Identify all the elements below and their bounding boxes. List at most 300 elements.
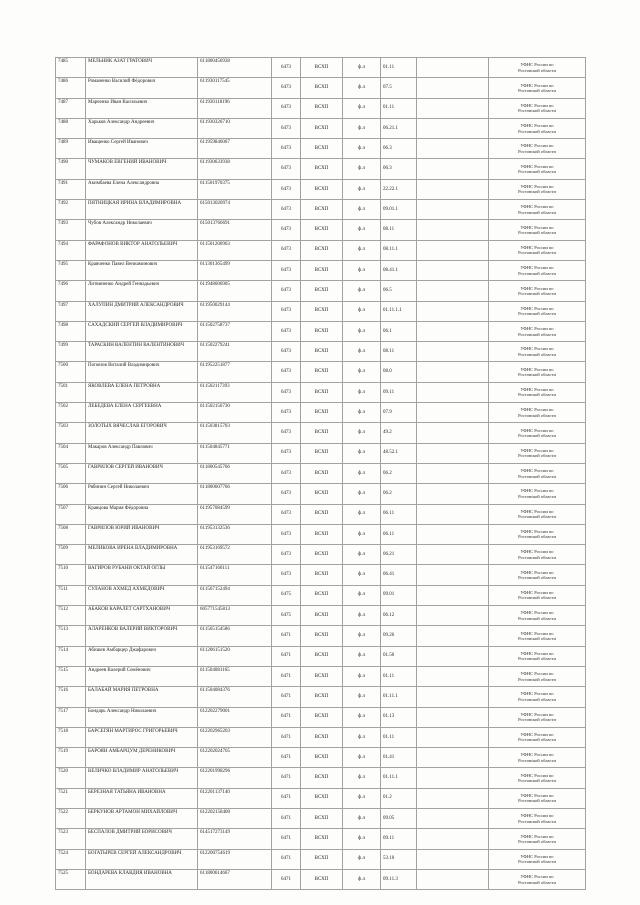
cell-office-code: 6471 bbox=[272, 666, 301, 686]
cell-inn: 612202024765 bbox=[198, 748, 272, 768]
table-row bbox=[56, 504, 586, 524]
cell-row-number: 7492 bbox=[56, 200, 86, 220]
cell-activity-code: 01.2 bbox=[381, 788, 417, 808]
tax-authority-line2: Ростовской области bbox=[518, 351, 556, 357]
cell-person-name: Абишев Амбарцер Джафарович bbox=[86, 646, 198, 666]
cell-person-type: ф.л bbox=[343, 260, 381, 280]
cell-row-number: 7488 bbox=[56, 118, 86, 138]
table-row bbox=[56, 403, 586, 423]
cell-row-number: 7515 bbox=[56, 666, 86, 686]
cell-tax-authority bbox=[489, 687, 586, 707]
tax-authority-line2: Ростовской области bbox=[518, 473, 556, 479]
cell-row-number: 7506 bbox=[56, 484, 86, 504]
table-row bbox=[56, 788, 586, 808]
tax-authority-line2: Ростовской области bbox=[518, 818, 556, 824]
cell-activity-code: 06.21.1 bbox=[381, 118, 417, 138]
cell-form-code: ВСХП bbox=[301, 768, 343, 788]
cell-office-code: 6473 bbox=[272, 281, 301, 301]
cell-tax-authority bbox=[489, 139, 586, 159]
tax-authority-line1: УФНС России по bbox=[520, 752, 554, 758]
cell-inn: 612201998296 bbox=[198, 768, 272, 788]
cell-activity-code: 09.26 bbox=[381, 626, 417, 646]
cell-inn: 611503815703 bbox=[198, 423, 272, 443]
cell-office-code: 6473 bbox=[272, 220, 301, 240]
cell-office-code: 6471 bbox=[272, 849, 301, 869]
cell-row-number: 7495 bbox=[56, 260, 86, 280]
cell-form-code: ВСХП bbox=[301, 98, 343, 118]
tax-authority-line2: Ростовской области bbox=[518, 717, 556, 723]
cell-form-code: ВСХП bbox=[301, 545, 343, 565]
cell-inn: 611567152494 bbox=[198, 585, 272, 605]
cell-empty bbox=[417, 768, 489, 788]
cell-person-name: Рябинин Сергей Николаевич bbox=[86, 484, 198, 504]
cell-office-code: 6473 bbox=[272, 423, 301, 443]
cell-activity-code: 01.11 bbox=[381, 98, 417, 118]
cell-form-code: ВСХП bbox=[301, 869, 343, 889]
cell-person-type: ф.л bbox=[343, 362, 381, 382]
cell-person-type: ф.л bbox=[343, 545, 381, 565]
cell-person-type: ф.л bbox=[343, 220, 381, 240]
tax-authority-line1: УФНС России по bbox=[520, 833, 554, 839]
cell-empty bbox=[417, 321, 489, 341]
cell-empty bbox=[417, 524, 489, 544]
cell-person-name: ЯКОВЛЕВА ЕЛЕНА ПЕТРОВНА bbox=[86, 382, 198, 402]
cell-form-code: ВСХП bbox=[301, 829, 343, 849]
cell-row-number: 7496 bbox=[56, 281, 86, 301]
tax-authority-line2: Ростовской области bbox=[518, 534, 556, 540]
cell-person-name: Макаров Александр Павлович bbox=[86, 443, 198, 463]
cell-person-name: ГАВРИЛОВ СЕРГЕЙ ИВАНОВИЧ bbox=[86, 463, 198, 483]
cell-person-type: ф.л bbox=[343, 240, 381, 260]
tax-authority-line1: УФНС России по bbox=[520, 630, 554, 636]
cell-tax-authority bbox=[489, 545, 586, 565]
tax-authority-line1: УФНС России по bbox=[520, 366, 554, 372]
cell-inn: 611504084376 bbox=[198, 687, 272, 707]
cell-office-code: 6473 bbox=[272, 260, 301, 280]
cell-form-code: ВСХП bbox=[301, 687, 343, 707]
cell-row-number: 7522 bbox=[56, 808, 86, 828]
tax-authority-line2: Ростовской области bbox=[518, 615, 556, 621]
cell-tax-authority bbox=[489, 159, 586, 179]
table-row bbox=[56, 139, 586, 159]
cell-inn: 611565154586 bbox=[198, 626, 272, 646]
tax-authority-line2: Ростовской области bbox=[518, 656, 556, 662]
table-row bbox=[56, 565, 586, 585]
cell-activity-code: 06.11 bbox=[381, 504, 417, 524]
cell-row-number: 7498 bbox=[56, 321, 86, 341]
tax-authority-line2: Ростовской области bbox=[518, 757, 556, 763]
cell-person-name: ЛЕБЕДЕВА ЕЛЕНА СЕРГЕЕВНА bbox=[86, 403, 198, 423]
table-row bbox=[56, 748, 586, 768]
cell-activity-code: 08.11 bbox=[381, 342, 417, 362]
cell-tax-authority bbox=[489, 58, 586, 78]
cell-person-name: Марченко Иван Васильевич bbox=[86, 98, 198, 118]
cell-person-type: ф.л bbox=[343, 565, 381, 585]
cell-person-type: ф.л bbox=[343, 626, 381, 646]
cell-empty bbox=[417, 687, 489, 707]
cell-empty bbox=[417, 240, 489, 260]
cell-activity-code: 53.10 bbox=[381, 849, 417, 869]
table-row bbox=[56, 281, 586, 301]
cell-person-name: БАРСЕГЯН МАРТИРОС ГРИГОРЬЕВИЧ bbox=[86, 727, 198, 747]
cell-tax-authority bbox=[489, 504, 586, 524]
cell-row-number: 7510 bbox=[56, 565, 86, 585]
cell-activity-code: 48.52.1 bbox=[381, 443, 417, 463]
table-row bbox=[56, 768, 586, 788]
cell-inn: 611502758737 bbox=[198, 321, 272, 341]
cell-office-code: 6471 bbox=[272, 687, 301, 707]
cell-person-type: ф.л bbox=[343, 98, 381, 118]
cell-person-name: ФАРАФОНОВ ВИКТОР АНАТОЛЬЕВИЧ bbox=[86, 240, 198, 260]
tax-authority-line2: Ростовской области bbox=[518, 148, 556, 154]
cell-office-code: 6473 bbox=[272, 362, 301, 382]
cell-person-name: ВЕЛИЧКО ВЛАДИМИР АНАТОЛЬЕВИЧ bbox=[86, 768, 198, 788]
cell-person-name: АЛАРЕНКОВ ВАЛЕРИЙ ВИКТОРОВИЧ bbox=[86, 626, 198, 646]
cell-person-type: ф.л bbox=[343, 727, 381, 747]
cell-form-code: ВСХП bbox=[301, 260, 343, 280]
cell-form-code: ВСХП bbox=[301, 139, 343, 159]
cell-office-code: 6473 bbox=[272, 179, 301, 199]
cell-tax-authority bbox=[489, 260, 586, 280]
cell-person-name: АБАКОВ КАРАЛЕТ САРТХАНОВИЧ bbox=[86, 606, 198, 626]
cell-empty bbox=[417, 301, 489, 321]
cell-row-number: 7519 bbox=[56, 748, 86, 768]
cell-activity-code: 01.50 bbox=[381, 646, 417, 666]
tax-authority-line1: УФНС России по bbox=[520, 447, 554, 453]
cell-activity-code: 06.3 bbox=[381, 139, 417, 159]
cell-row-number: 7489 bbox=[56, 139, 86, 159]
cell-office-code: 6473 bbox=[272, 545, 301, 565]
tax-authority-line1: УФНС России по bbox=[520, 224, 554, 230]
cell-person-type: ф.л bbox=[343, 200, 381, 220]
cell-person-name: ПЯТНИЦКАЯ ИРИНА ВЛАДИМИРОВНА bbox=[86, 200, 198, 220]
cell-person-name: САХАДСКИЙ СЕРГЕЙ ВЛАДИМИРОВИЧ bbox=[86, 321, 198, 341]
cell-form-code: ВСХП bbox=[301, 666, 343, 686]
cell-form-code: ВСХП bbox=[301, 403, 343, 423]
tax-authority-line2: Ростовской области bbox=[518, 595, 556, 601]
cell-tax-authority bbox=[489, 646, 586, 666]
table-row bbox=[56, 545, 586, 565]
cell-person-type: ф.л bbox=[343, 321, 381, 341]
tax-authority-line1: УФНС России по bbox=[520, 163, 554, 169]
cell-inn: 611504845771 bbox=[198, 443, 272, 463]
tax-authority-line2: Ростовской области bbox=[518, 514, 556, 520]
cell-person-name: Кравцова Мария Фёдоровна bbox=[86, 504, 198, 524]
table-row bbox=[56, 301, 586, 321]
tax-authority-line2: Ростовской области bbox=[518, 169, 556, 175]
tax-authority-line2: Ростовской области bbox=[518, 270, 556, 276]
cell-person-type: ф.л bbox=[343, 768, 381, 788]
cell-person-name: ВАГИРОВ РУБАНИ ОКТАЙ ОГЛЫ bbox=[86, 565, 198, 585]
cell-person-name: Иващенко Сергей Иванович bbox=[86, 139, 198, 159]
tax-authority-line2: Ростовской области bbox=[518, 696, 556, 702]
cell-person-type: ф.л bbox=[343, 646, 381, 666]
table-row bbox=[56, 179, 586, 199]
tax-authority-line2: Ростовской области bbox=[518, 493, 556, 499]
cell-empty bbox=[417, 484, 489, 504]
tax-authority-line1: УФНС России по bbox=[520, 244, 554, 250]
tax-authority-line1: УФНС России по bbox=[520, 529, 554, 535]
cell-form-code: ВСХП bbox=[301, 606, 343, 626]
cell-form-code: ВСХП bbox=[301, 808, 343, 828]
cell-row-number: 7520 bbox=[56, 768, 86, 788]
cell-person-name: БОГАТЫРЕВ СЕРГЕЙ АЛЕКСАНДРОВИЧ bbox=[86, 849, 198, 869]
tax-authority-line2: Ростовской области bbox=[518, 635, 556, 641]
tax-authority-line2: Ростовской области bbox=[518, 290, 556, 296]
cell-inn: 611930633938 bbox=[198, 159, 272, 179]
cell-inn: 611502117393 bbox=[198, 382, 272, 402]
cell-person-name: Романенко Василий Фёдорович bbox=[86, 78, 198, 98]
cell-person-name: Андреев Валерий Семёнович bbox=[86, 666, 198, 686]
cell-activity-code: 06.11 bbox=[381, 524, 417, 544]
tax-authority-line2: Ростовской области bbox=[518, 838, 556, 844]
cell-tax-authority bbox=[489, 403, 586, 423]
cell-inn: 611800545766 bbox=[198, 463, 272, 483]
cell-person-type: ф.л bbox=[343, 808, 381, 828]
cell-activity-code: 08.11.1 bbox=[381, 240, 417, 260]
cell-office-code: 6471 bbox=[272, 808, 301, 828]
tax-authority-line2: Ростовской области bbox=[518, 737, 556, 743]
tax-authority-line1: УФНС России по bbox=[520, 508, 554, 514]
tax-authority-line2: Ростовской области bbox=[518, 554, 556, 560]
cell-empty bbox=[417, 220, 489, 240]
cell-inn: 611930326710 bbox=[198, 118, 272, 138]
cell-inn: 615013020974 bbox=[198, 200, 272, 220]
cell-inn: 612202158400 bbox=[198, 808, 272, 828]
cell-row-number: 7508 bbox=[56, 524, 86, 544]
cell-empty bbox=[417, 585, 489, 605]
tax-authority-line2: Ростовской области bbox=[518, 209, 556, 215]
cell-form-code: ВСХП bbox=[301, 585, 343, 605]
cell-inn: 611501200963 bbox=[198, 240, 272, 260]
cell-form-code: ВСХП bbox=[301, 118, 343, 138]
cell-empty bbox=[417, 281, 489, 301]
tax-authority-line1: УФНС России по bbox=[520, 204, 554, 210]
cell-form-code: ВСХП bbox=[301, 342, 343, 362]
cell-office-code: 6473 bbox=[272, 342, 301, 362]
cell-empty bbox=[417, 118, 489, 138]
cell-tax-authority bbox=[489, 78, 586, 98]
table-row bbox=[56, 98, 586, 118]
cell-form-code: ВСХП bbox=[301, 788, 343, 808]
tax-authority-line2: Ростовской области bbox=[518, 778, 556, 784]
cell-person-type: ф.л bbox=[343, 829, 381, 849]
cell-inn: 611953169572 bbox=[198, 545, 272, 565]
cell-person-type: ф.л bbox=[343, 301, 381, 321]
cell-tax-authority bbox=[489, 727, 586, 747]
cell-row-number: 7513 bbox=[56, 626, 86, 646]
cell-activity-code: 06.1 bbox=[381, 321, 417, 341]
tax-authority-line2: Ростовской области bbox=[518, 879, 556, 885]
table-row bbox=[56, 342, 586, 362]
tax-authority-line1: УФНС России по bbox=[520, 123, 554, 129]
cell-row-number: 7490 bbox=[56, 159, 86, 179]
cell-row-number: 7501 bbox=[56, 382, 86, 402]
table-row bbox=[56, 220, 586, 240]
cell-person-name: Харьков Александр Андреевич bbox=[86, 118, 198, 138]
tax-authority-line1: УФНС России по bbox=[520, 589, 554, 595]
tax-authority-line1: УФНС России по bbox=[520, 326, 554, 332]
tax-authority-line1: УФНС России по bbox=[520, 853, 554, 859]
cell-activity-code: 08.11 bbox=[381, 220, 417, 240]
cell-person-name: БЕСПАЛОВ ДМИТРИЙ БОРИСОВИЧ bbox=[86, 829, 198, 849]
cell-row-number: 7500 bbox=[56, 362, 86, 382]
cell-activity-code: 06.2 bbox=[381, 484, 417, 504]
cell-inn: 611800614667 bbox=[198, 869, 272, 889]
cell-form-code: ВСХП bbox=[301, 748, 343, 768]
table-row bbox=[56, 484, 586, 504]
cell-inn: 611930117545 bbox=[198, 78, 272, 98]
cell-inn: 612201137140 bbox=[198, 788, 272, 808]
cell-activity-code: 49.2 bbox=[381, 423, 417, 443]
cell-row-number: 7516 bbox=[56, 687, 86, 707]
cell-form-code: ВСХП bbox=[301, 484, 343, 504]
tax-authority-line1: УФНС России по bbox=[520, 488, 554, 494]
cell-activity-code: 01.11 bbox=[381, 666, 417, 686]
cell-row-number: 7512 bbox=[56, 606, 86, 626]
tax-authority-line1: УФНС России по bbox=[520, 732, 554, 738]
tax-authority-line1: УФНС России по bbox=[520, 610, 554, 616]
cell-office-code: 6473 bbox=[272, 240, 301, 260]
tax-authority-line2: Ростовской области bbox=[518, 87, 556, 93]
cell-row-number: 7523 bbox=[56, 829, 86, 849]
cell-form-code: ВСХП bbox=[301, 301, 343, 321]
cell-tax-authority bbox=[489, 463, 586, 483]
tax-authority-line2: Ростовской области bbox=[518, 372, 556, 378]
cell-inn: 611930118196 bbox=[198, 98, 272, 118]
table-row bbox=[56, 200, 586, 220]
table-row bbox=[56, 666, 586, 686]
cell-activity-code: 07.5 bbox=[381, 78, 417, 98]
cell-form-code: ВСХП bbox=[301, 423, 343, 443]
tax-authority-line2: Ростовской области bbox=[518, 128, 556, 134]
cell-form-code: ВСХП bbox=[301, 443, 343, 463]
cell-form-code: ВСХП bbox=[301, 179, 343, 199]
cell-inn: 611301365499 bbox=[198, 260, 272, 280]
table-row bbox=[56, 869, 586, 889]
cell-empty bbox=[417, 626, 489, 646]
cell-person-type: ф.л bbox=[343, 606, 381, 626]
table-row bbox=[56, 707, 586, 727]
cell-tax-authority bbox=[489, 808, 586, 828]
cell-activity-code: 09.01.1 bbox=[381, 200, 417, 220]
cell-tax-authority bbox=[489, 382, 586, 402]
cell-row-number: 7486 bbox=[56, 78, 86, 98]
tax-authority-line1: УФНС России по bbox=[520, 691, 554, 697]
cell-person-type: ф.л bbox=[343, 281, 381, 301]
tax-authority-line2: Ростовской области bbox=[518, 798, 556, 804]
cell-empty bbox=[417, 78, 489, 98]
cell-person-name: ТАРАСКИН ВАЛЕНТИН ВАЛЕНТИНОВИЧ bbox=[86, 342, 198, 362]
cell-office-code: 6471 bbox=[272, 748, 301, 768]
tax-authority-line1: УФНС России по bbox=[520, 184, 554, 190]
cell-empty bbox=[417, 707, 489, 727]
cell-empty bbox=[417, 179, 489, 199]
cell-inn: 611953132536 bbox=[198, 524, 272, 544]
cell-person-type: ф.л bbox=[343, 585, 381, 605]
cell-empty bbox=[417, 362, 489, 382]
tax-authority-line1: УФНС России по bbox=[520, 346, 554, 352]
cell-person-type: ф.л bbox=[343, 869, 381, 889]
cell-tax-authority bbox=[489, 707, 586, 727]
cell-office-code: 6473 bbox=[272, 524, 301, 544]
cell-empty bbox=[417, 58, 489, 78]
tax-authority-line2: Ростовской области bbox=[518, 67, 556, 73]
cell-person-type: ф.л bbox=[343, 139, 381, 159]
cell-form-code: ВСХП bbox=[301, 321, 343, 341]
cell-office-code: 6473 bbox=[272, 504, 301, 524]
cell-empty bbox=[417, 504, 489, 524]
tax-authority-line1: УФНС России по bbox=[520, 468, 554, 474]
cell-activity-code: 06.5 bbox=[381, 281, 417, 301]
tax-authority-line2: Ростовской области bbox=[518, 108, 556, 114]
cell-row-number: 7503 bbox=[56, 423, 86, 443]
cell-office-code: 6475 bbox=[272, 585, 301, 605]
tax-authority-line1: УФНС России по bbox=[520, 569, 554, 575]
cell-activity-code: 06.2 bbox=[381, 463, 417, 483]
cell-person-name: ЗОЛОТЫХ ВЯЧЕСЛАВ ЕГОРОВИЧ bbox=[86, 423, 198, 443]
cell-empty bbox=[417, 463, 489, 483]
cell-activity-code: 01.41 bbox=[381, 748, 417, 768]
table-row bbox=[56, 362, 586, 382]
cell-tax-authority bbox=[489, 484, 586, 504]
cell-tax-authority bbox=[489, 220, 586, 240]
cell-activity-code: 09.11.3 bbox=[381, 869, 417, 889]
cell-form-code: ВСХП bbox=[301, 240, 343, 260]
cell-row-number: 7504 bbox=[56, 443, 86, 463]
cell-form-code: ВСХП bbox=[301, 159, 343, 179]
cell-row-number: 7505 bbox=[56, 463, 86, 483]
cell-row-number: 7497 bbox=[56, 301, 86, 321]
cell-person-name: Бондарь Александр Николаевич bbox=[86, 707, 198, 727]
cell-person-type: ф.л bbox=[343, 748, 381, 768]
tax-authority-line1: УФНС России по bbox=[520, 650, 554, 656]
cell-person-type: ф.л bbox=[343, 504, 381, 524]
cell-office-code: 6473 bbox=[272, 159, 301, 179]
table-row bbox=[56, 463, 586, 483]
tax-authority-line2: Ростовской области bbox=[518, 432, 556, 438]
cell-form-code: ВСХП bbox=[301, 504, 343, 524]
cell-form-code: ВСХП bbox=[301, 707, 343, 727]
cell-tax-authority bbox=[489, 829, 586, 849]
cell-person-name: Литвиненко Андрей Геннадьевич bbox=[86, 281, 198, 301]
tax-authority-line1: УФНС России по bbox=[520, 285, 554, 291]
cell-activity-code: 09.05 bbox=[381, 808, 417, 828]
cell-inn: 611959846067 bbox=[198, 139, 272, 159]
cell-inn: 611952251877 bbox=[198, 362, 272, 382]
cell-empty bbox=[417, 403, 489, 423]
cell-row-number: 7507 bbox=[56, 504, 86, 524]
cell-inn: 611504081165 bbox=[198, 666, 272, 686]
cell-office-code: 6473 bbox=[272, 484, 301, 504]
cell-tax-authority bbox=[489, 666, 586, 686]
cell-office-code: 6473 bbox=[272, 443, 301, 463]
cell-tax-authority bbox=[489, 118, 586, 138]
cell-person-type: ф.л bbox=[343, 382, 381, 402]
cell-row-number: 7511 bbox=[56, 585, 86, 605]
table-row bbox=[56, 626, 586, 646]
tax-authority-line1: УФНС России по bbox=[520, 813, 554, 819]
cell-person-name: Кравченко Павел Вениаминович bbox=[86, 260, 198, 280]
cell-office-code: 6471 bbox=[272, 626, 301, 646]
cell-form-code: ВСХП bbox=[301, 849, 343, 869]
tax-authority-line1: УФНС России по bbox=[520, 874, 554, 880]
cell-person-type: ф.л bbox=[343, 524, 381, 544]
cell-inn: 612200754619 bbox=[198, 849, 272, 869]
cell-tax-authority bbox=[489, 788, 586, 808]
cell-person-type: ф.л bbox=[343, 342, 381, 362]
cell-tax-authority bbox=[489, 869, 586, 889]
